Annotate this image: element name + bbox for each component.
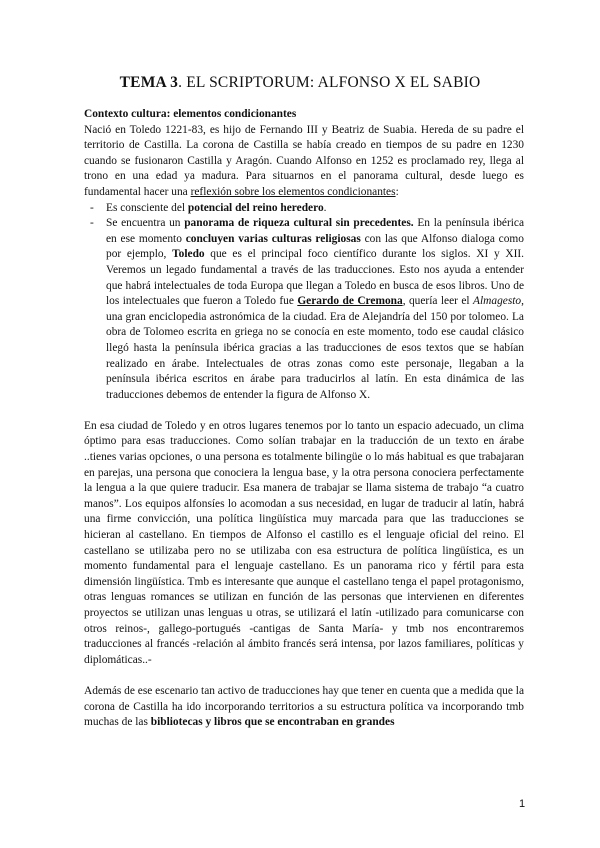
paragraph3-bold: bibliotecas y libros que se encontraban en grandes	[150, 716, 395, 729]
bullet2-italic: Almagesto	[473, 295, 522, 308]
bullet2-bold: panorama de riqueza cultural sin precedentes.	[184, 217, 414, 230]
bullet2-text: En la península ibérica en ese momento	[106, 217, 525, 245]
intro-underlined: reflexión sobre los elementos condicionantes	[190, 185, 396, 198]
paragraph-2: En esa ciudad de Toledo y en otros lugares tenemos por lo tanto un espacio adecuado, un clima óptimo para esas traducciones. Como solían trabajar en la traducción de un texto en árabe ..tienes varias opciones, o una persona es totalmente bilingüe o lo más habitual es que trabajaran en parejas, una persona que conociera la lengua base, y la otra persona conociera perfectamente la lengua a la que quiere traducir. Esa manera de trabajar se llama sistema de trabajo “a cuatro manos”. Los equipos alfonsíes lo acomodan a sus necesidad, en lugar de traducir al latín, habrá una firme convicción, una política lingüística muy marcada para que las traducciones se hicieran al castellano. En tiempos de Alfonso el castillo es el lenguaje oficial del reino. El castellano se utilizaba pero no se utilizaba con esa estructura de política lingüística, es un momento fundamental para el lenguaje castellano. Es un panorama rico y fértil para esta dimensión lingüística. Tmb es interesante que aunque el castellano tenga el papel protagonismo, otras lenguas romances se utilizan en función de las personas que intervienen en diferentes proyectos se utilizan unas lenguas u otras, se utilizará el latín -utilizado para comunicarse con otros reinos-, gallego-portugués -cantigas de Santa María- y tmb nos encontraremos traducciones al francés -relación al ámbito francés será intensa, por lazos familiares, políticas y diplomáticas..-	[84, 419, 524, 666]
section-heading: Contexto cultura: elementos condicionantes	[84, 108, 297, 120]
bullet2-bold-underlined: Gerardo de Cremona	[297, 295, 403, 308]
bullet2-bold: Toledo	[172, 248, 205, 261]
bullet2-text: con las que Alfonso dialoga como por ejemplo,	[106, 232, 524, 261]
intro-text: Nació en Toledo 1221-83, es hijo de Fernando III y Beatriz de Suabia. Hereda de su padre el territorio de Castilla. La corona de Castilla se había creado en tiempos de su padre en 1230 cuando se fusionaron Castilla y Aragón. Cuando Alfonso en 1252 es proclamado rey, llega al trono en una edad ya madura. Para situarnos en el panorama cultural, desde luego es fundamental hacer una	[84, 123, 524, 198]
page-number: 1	[519, 798, 526, 810]
bullet1-text-end: .	[323, 201, 327, 214]
paragraph-3	[84, 684, 524, 731]
intro-text-end: :	[395, 185, 399, 198]
document-body	[84, 107, 524, 731]
page-title	[0, 74, 600, 92]
bullet2-text: , quería leer el	[402, 295, 474, 308]
spacer	[84, 403, 524, 419]
bullet2-text: Se encuentra un	[106, 217, 185, 230]
bullet2-text: , una gran enciclopedia astronómica de la ciudad. Era de Alejandría del 150 por tolomeo. La obra de Tolomeo escrita en griega no se conocía en este momento, todo ese caudal clásico llegó hasta la península ibérica gracias a las traducciones de esos textos que se habían realizado en árabe. Intelectuales de otras zonas como este personaje, llegaban a la península ibérica escritos en árabe para traducirlos al latín. En esta dinámica de las traducciones debemos de entender la figura de Alfonso X.	[106, 295, 524, 401]
bullet2-text: que es el principal foco científico durante los siglos. XI y XII. Veremos un legado fundamental a través de las traducciones. Esto nos ayuda a entender que habrá intelectuales de toda Europa que llegan a Toledo en busca de esos libros. Uno de los intelectuales que fueron a Toledo fue	[106, 248, 524, 308]
bullet1-bold: potencial del reino heredero	[187, 201, 324, 214]
title-bold: TEMA 3	[119, 74, 179, 91]
intro-paragraph	[84, 123, 524, 201]
bullet1-text: Es consciente del	[106, 201, 188, 214]
spacer	[84, 668, 524, 684]
list-item	[84, 201, 524, 217]
paragraph3-text: Además de ese escenario tan activo de traducciones hay que tener en cuenta que a medida que la corona de Castilla ha ido incorporando territorios a su estructura política va incorporando tmb muchas de las	[84, 684, 524, 729]
title-rest: . EL SCRIPTORUM: ALFONSO X EL SABIO	[178, 74, 481, 91]
bullet2-bold: concluyen varias culturas religiosas	[185, 232, 361, 245]
list-item	[84, 216, 524, 403]
bullet-list	[84, 201, 524, 404]
